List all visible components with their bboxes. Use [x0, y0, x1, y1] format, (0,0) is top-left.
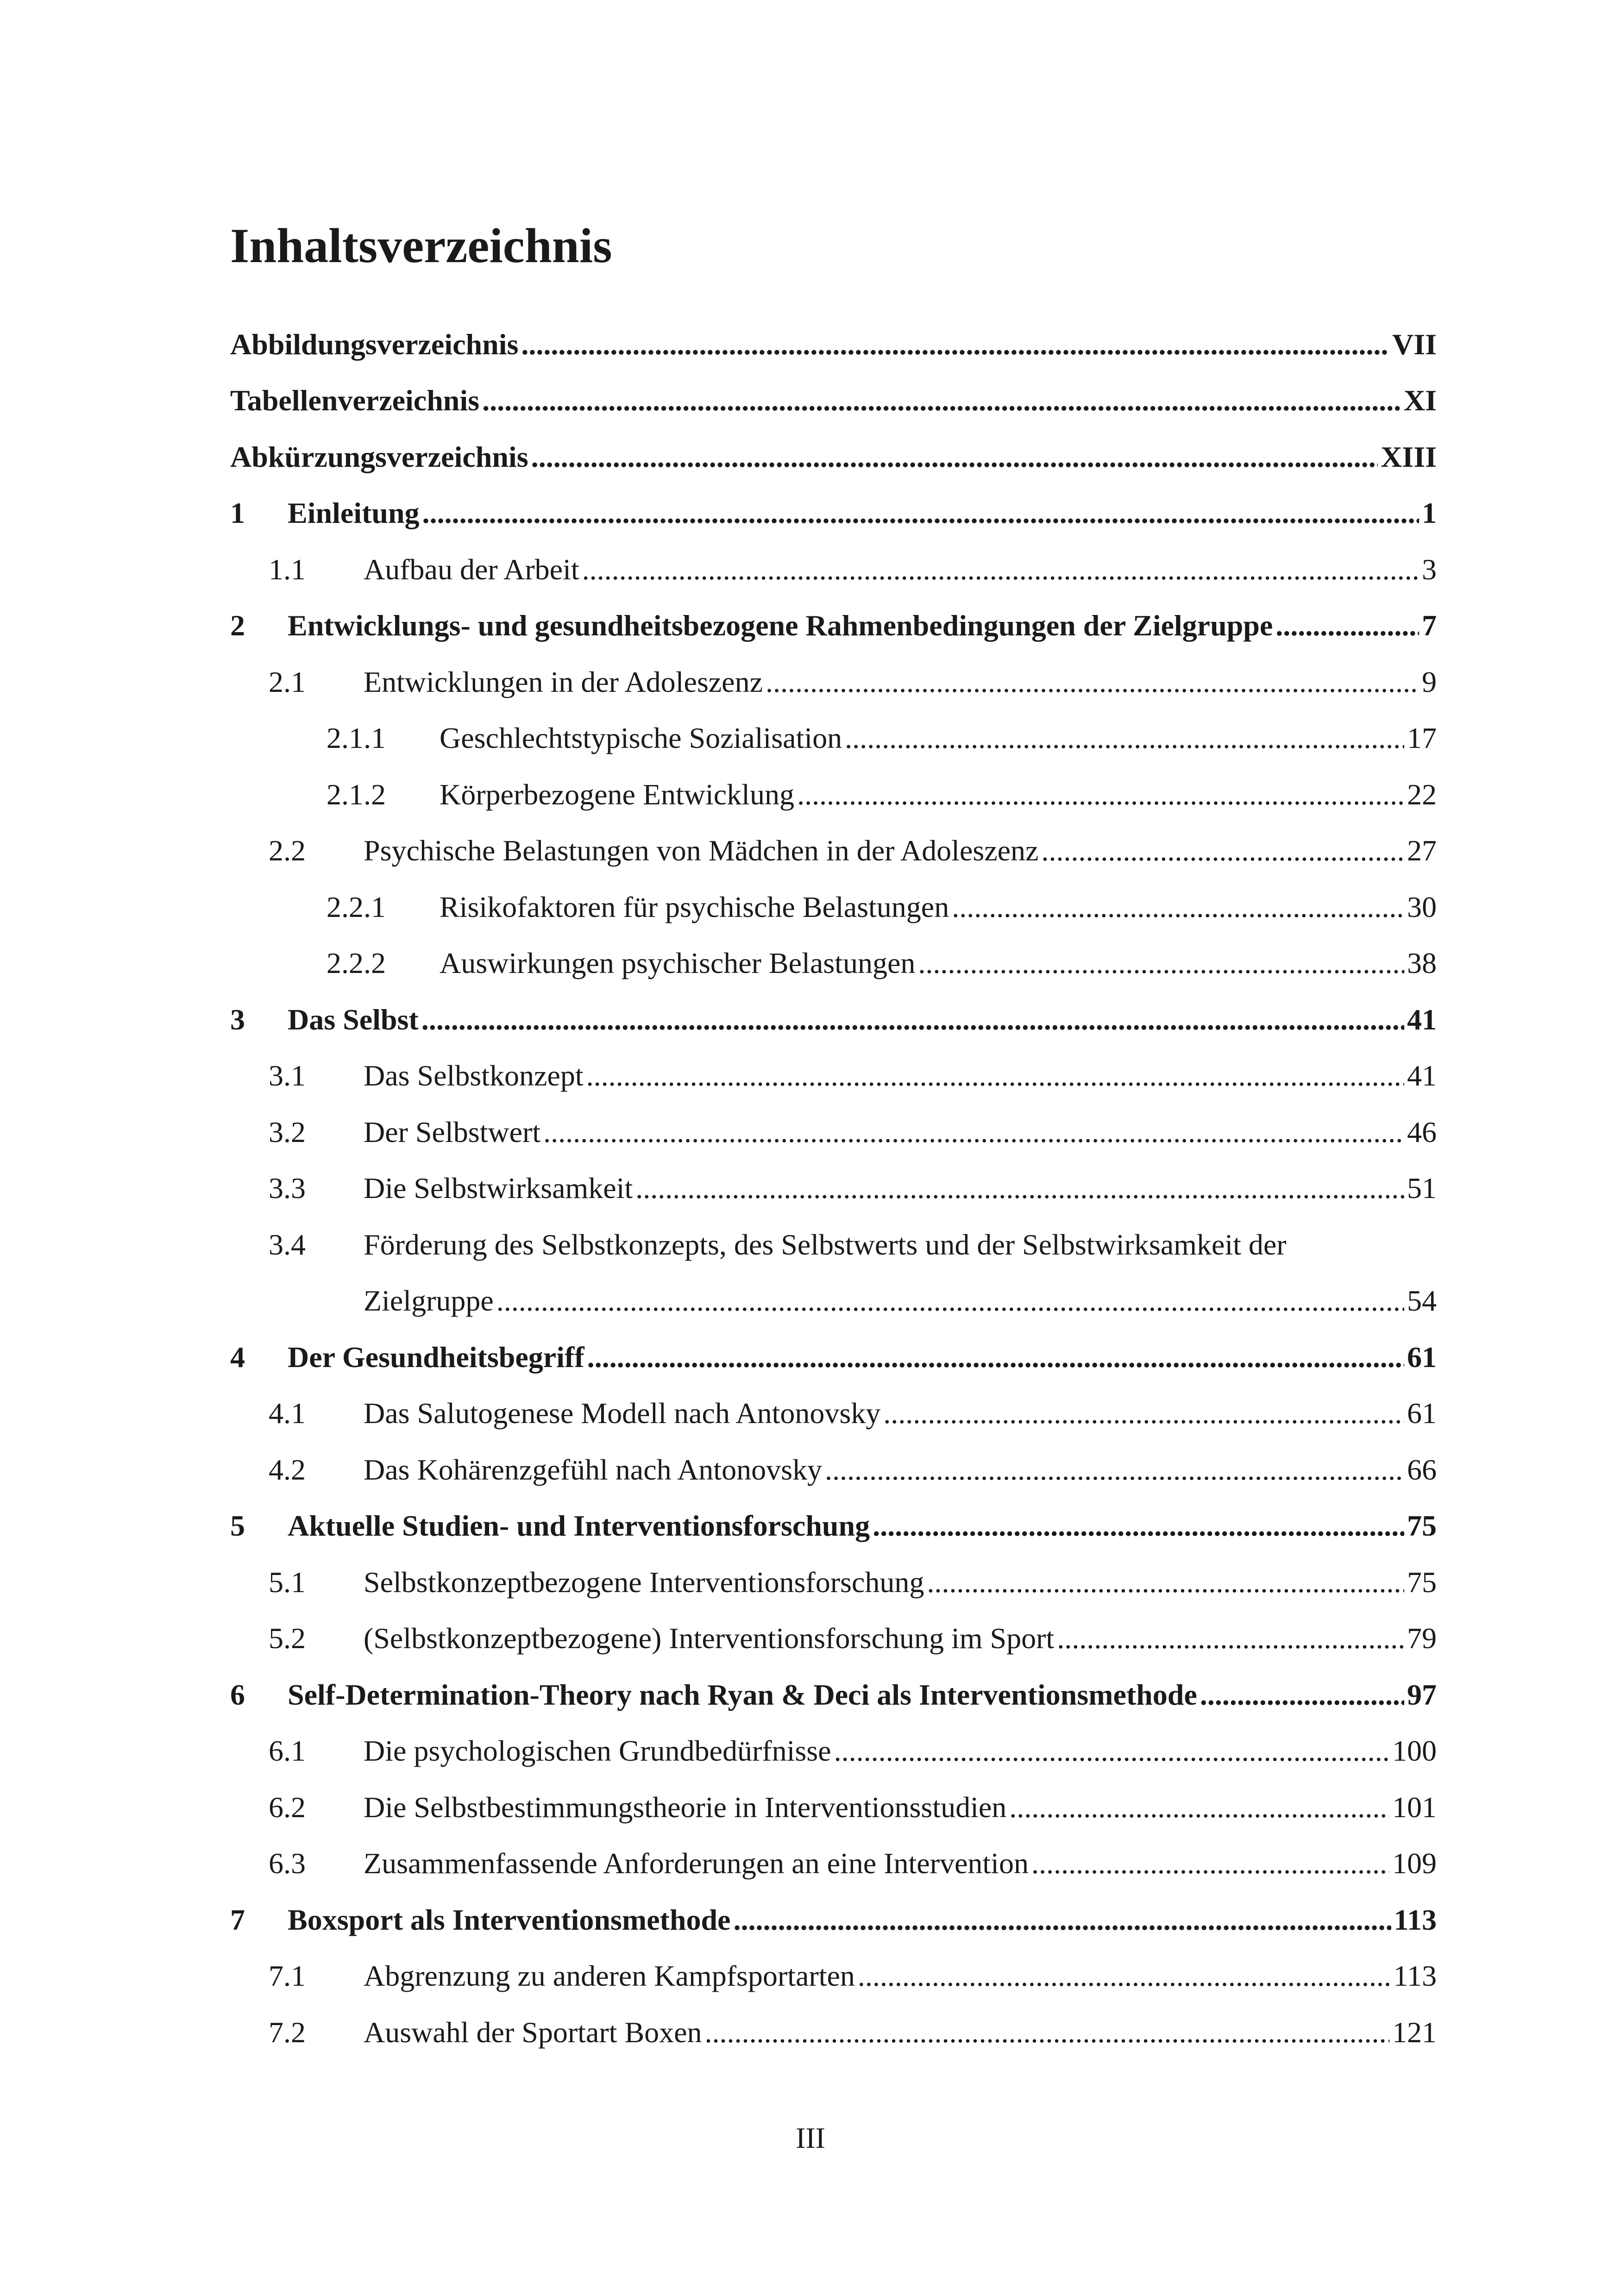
dot-leader — [422, 498, 1419, 528]
toc-entry[interactable] — [230, 2004, 1437, 2061]
toc-entry-page: VII — [1392, 327, 1437, 361]
dot-leader — [1009, 1793, 1389, 1822]
toc-entry-page: 61 — [1407, 1340, 1437, 1374]
toc-entry-number: 6.2 — [269, 1790, 306, 1824]
dot-leader — [825, 1455, 1404, 1485]
toc-entry-title: Der Gesundheitsbegriff — [288, 1340, 584, 1374]
dot-leader — [927, 1568, 1404, 1597]
toc-entry-title: Abgrenzung zu anderen Kampfsportarten — [364, 1959, 855, 1993]
dot-leader — [531, 442, 1378, 472]
toc-entry[interactable] — [230, 710, 1437, 767]
toc-entry-number: 4.1 — [269, 1397, 306, 1430]
toc-entry-title: Die Selbstwirksamkeit — [364, 1172, 633, 1205]
toc-entry-number: 6.3 — [269, 1847, 306, 1880]
toc-entry[interactable] — [230, 1611, 1437, 1667]
toc-entry-number: 2.1 — [269, 665, 306, 698]
toc-entry-title: Boxsport als Interventionsmethode — [288, 1903, 731, 1936]
dot-leader — [543, 1117, 1404, 1147]
toc-entry-title: Auswirkungen psychischer Belastungen — [440, 947, 916, 980]
toc-entry[interactable] — [230, 654, 1437, 710]
dot-leader — [873, 1511, 1404, 1541]
toc-entry-title: Das Kohärenzgefühl nach Antonovsky — [364, 1453, 822, 1486]
toc-entry-number: 3.1 — [269, 1059, 306, 1092]
toc-entry-number: 4.2 — [269, 1453, 306, 1486]
dot-leader — [952, 892, 1404, 922]
toc-entry-title: Aufbau der Arbeit — [364, 552, 579, 586]
dot-leader — [521, 330, 1389, 359]
toc-entry-number: 1.1 — [269, 552, 306, 586]
dot-leader — [883, 1399, 1404, 1428]
toc-entry-title: Der Selbstwert — [364, 1115, 541, 1148]
toc-entry-page: 7 — [1422, 609, 1437, 642]
toc-entry-title: Das Selbst — [288, 1003, 419, 1036]
toc-entry-number: 3.4 — [269, 1228, 306, 1261]
dot-leader — [797, 780, 1404, 809]
toc-entry[interactable] — [230, 1667, 1437, 1723]
toc-entry-number: 2.1.2 — [327, 778, 386, 811]
toc-entry-page: 38 — [1407, 947, 1437, 980]
dot-leader — [635, 1173, 1404, 1203]
toc-entry[interactable] — [230, 1948, 1437, 2005]
toc-entry[interactable] — [230, 1892, 1437, 1948]
toc-entry[interactable] — [230, 1554, 1437, 1611]
toc-entry[interactable] — [230, 373, 1437, 429]
toc-entry-title: Entwicklungs- und gesundheitsbezogene Rahmenbedingungen der Zielgruppe — [288, 609, 1273, 642]
dot-leader — [421, 1005, 1404, 1035]
toc-entry-page: 79 — [1407, 1622, 1437, 1655]
toc-entry[interactable] — [230, 598, 1437, 654]
table-of-contents — [230, 316, 1437, 2061]
toc-entry[interactable] — [230, 316, 1437, 373]
toc-entry-page: 101 — [1392, 1790, 1437, 1824]
toc-entry-title: Körperbezogene Entwicklung — [440, 778, 794, 811]
toc-entry-title: Einleitung — [288, 496, 420, 530]
toc-entry-title: Das Salutogenese Modell nach Antonovsky — [364, 1397, 881, 1430]
toc-entry-title: (Selbstkonzeptbezogene) Interventionsforschung im Sport — [364, 1622, 1055, 1655]
dot-leader — [1275, 611, 1419, 640]
dot-leader — [1041, 836, 1404, 866]
toc-entry[interactable] — [230, 485, 1437, 542]
toc-entry-page: 9 — [1422, 665, 1437, 698]
toc-entry-page: 75 — [1407, 1509, 1437, 1543]
toc-entry-number: 1 — [230, 496, 245, 530]
toc-entry-page: 100 — [1392, 1734, 1437, 1768]
toc-entry-number: 2.2.2 — [327, 947, 386, 980]
toc-entry-number: 6.1 — [269, 1734, 306, 1768]
toc-entry[interactable] — [230, 1217, 1437, 1273]
toc-entry[interactable] — [230, 1442, 1437, 1498]
toc-entry-number: 2.1.1 — [327, 721, 386, 755]
toc-entry-number: 2.2.1 — [327, 890, 386, 923]
toc-entry[interactable] — [230, 879, 1437, 935]
toc-entry-number: 7 — [230, 1903, 245, 1936]
dot-leader — [705, 2018, 1389, 2047]
page-number: III — [796, 2121, 825, 2154]
toc-entry[interactable] — [230, 1161, 1437, 1217]
toc-entry-page: 97 — [1407, 1678, 1437, 1711]
toc-entry-number: 4 — [230, 1340, 245, 1374]
toc-entry-page: 121 — [1392, 2015, 1437, 2049]
toc-entry[interactable] — [230, 991, 1437, 1048]
toc-entry[interactable] — [230, 1723, 1437, 1780]
toc-entry[interactable] — [230, 1498, 1437, 1555]
toc-entry-title: Aktuelle Studien- und Interventionsforschung — [288, 1509, 870, 1543]
toc-entry-number: 2 — [230, 609, 245, 642]
dot-leader — [1200, 1680, 1404, 1710]
toc-entry-number: 7.2 — [269, 2015, 306, 2049]
dot-leader — [587, 1342, 1404, 1372]
dot-leader — [858, 1961, 1390, 1991]
toc-entry-title: Abkürzungsverzeichnis — [230, 440, 528, 473]
toc-entry-page: 1 — [1422, 496, 1437, 530]
toc-entry-number: 3 — [230, 1003, 245, 1036]
toc-entry-page: 66 — [1407, 1453, 1437, 1486]
toc-entry[interactable] — [230, 1273, 1437, 1330]
toc-entry-title: Geschlechtstypische Sozialisation — [440, 721, 842, 755]
toc-entry-page: 61 — [1407, 1397, 1437, 1430]
dot-leader — [582, 555, 1419, 584]
toc-entry[interactable] — [230, 541, 1437, 598]
toc-entry-page: 27 — [1407, 834, 1437, 867]
toc-entry-title: Auswahl der Sportart Boxen — [364, 2015, 702, 2049]
toc-entry-page: 41 — [1407, 1003, 1437, 1036]
toc-entry-title: Die Selbstbestimmungstheorie in Interventionsstudien — [364, 1790, 1007, 1824]
toc-entry[interactable] — [230, 1048, 1437, 1104]
toc-entry-number: 6 — [230, 1678, 245, 1711]
dot-leader — [834, 1736, 1389, 1766]
toc-entry-page: 113 — [1393, 1959, 1437, 1993]
toc-entry-page: XI — [1403, 384, 1437, 417]
toc-entry[interactable] — [230, 766, 1437, 823]
toc-entry-page: 3 — [1422, 552, 1437, 586]
dot-leader — [766, 667, 1419, 697]
toc-entry-title: Psychische Belastungen von Mädchen in der Adoleszenz — [364, 834, 1039, 867]
toc-entry-number: 5 — [230, 1509, 245, 1543]
dot-leader — [1057, 1624, 1404, 1653]
toc-entry[interactable] — [230, 1386, 1437, 1442]
dot-leader — [845, 723, 1404, 753]
toc-entry-page: 109 — [1392, 1847, 1437, 1880]
toc-entry-title: Entwicklungen in der Adoleszenz — [364, 665, 763, 698]
toc-entry[interactable] — [230, 823, 1437, 879]
page-title: Inhaltsverzeichnis — [230, 219, 612, 273]
toc-entry-title: Tabellenverzeichnis — [230, 384, 480, 417]
toc-entry-number: 2.2 — [269, 834, 306, 867]
toc-entry-number: 3.2 — [269, 1115, 306, 1148]
toc-entry-page: 54 — [1407, 1284, 1437, 1317]
toc-entry-title: Förderung des Selbstkonzepts, des Selbstwerts und der Selbstwirksamkeit der — [364, 1228, 1287, 1261]
toc-entry-title: Das Selbstkonzept — [364, 1059, 584, 1092]
toc-entry-title: Zusammenfassende Anforderungen an eine Intervention — [364, 1847, 1029, 1880]
toc-entry-title: Self-Determination-Theory nach Ryan & Deci als Interventionsmethode — [288, 1678, 1197, 1711]
toc-entry[interactable] — [230, 429, 1437, 485]
toc-entry-page: 17 — [1407, 721, 1437, 755]
toc-entry-title: Die psychologischen Grundbedürfnisse — [364, 1734, 831, 1768]
dot-leader — [496, 1286, 1404, 1316]
dot-leader — [586, 1061, 1404, 1091]
toc-entry-title: Risikofaktoren für psychische Belastungen — [440, 890, 949, 923]
toc-entry[interactable] — [230, 1329, 1437, 1386]
toc-entry-page: 113 — [1394, 1903, 1437, 1936]
dot-leader — [733, 1905, 1391, 1935]
toc-entry-page: XIII — [1381, 440, 1437, 473]
toc-entry-page: 30 — [1407, 890, 1437, 923]
dot-leader — [482, 386, 1401, 415]
toc-entry-title: Abbildungsverzeichnis — [230, 327, 519, 361]
toc-entry[interactable] — [230, 935, 1437, 992]
toc-entry-page: 46 — [1407, 1115, 1437, 1148]
toc-entry[interactable] — [230, 1104, 1437, 1161]
dot-leader — [918, 948, 1404, 978]
toc-entry-page: 51 — [1407, 1172, 1437, 1205]
toc-entry[interactable] — [230, 1779, 1437, 1836]
dot-leader — [1031, 1849, 1389, 1878]
toc-entry-title: Zielgruppe — [364, 1284, 494, 1317]
toc-entry-number: 5.1 — [269, 1565, 306, 1599]
toc-entry-number: 5.2 — [269, 1622, 306, 1655]
toc-entry-page: 41 — [1407, 1059, 1437, 1092]
toc-entry-number: 7.1 — [269, 1959, 306, 1993]
toc-entry[interactable] — [230, 1836, 1437, 1892]
toc-entry-page: 22 — [1407, 778, 1437, 811]
toc-entry-title: Selbstkonzeptbezogene Interventionsforschung — [364, 1565, 924, 1599]
toc-entry-page: 75 — [1407, 1565, 1437, 1599]
toc-entry-number: 3.3 — [269, 1172, 306, 1205]
